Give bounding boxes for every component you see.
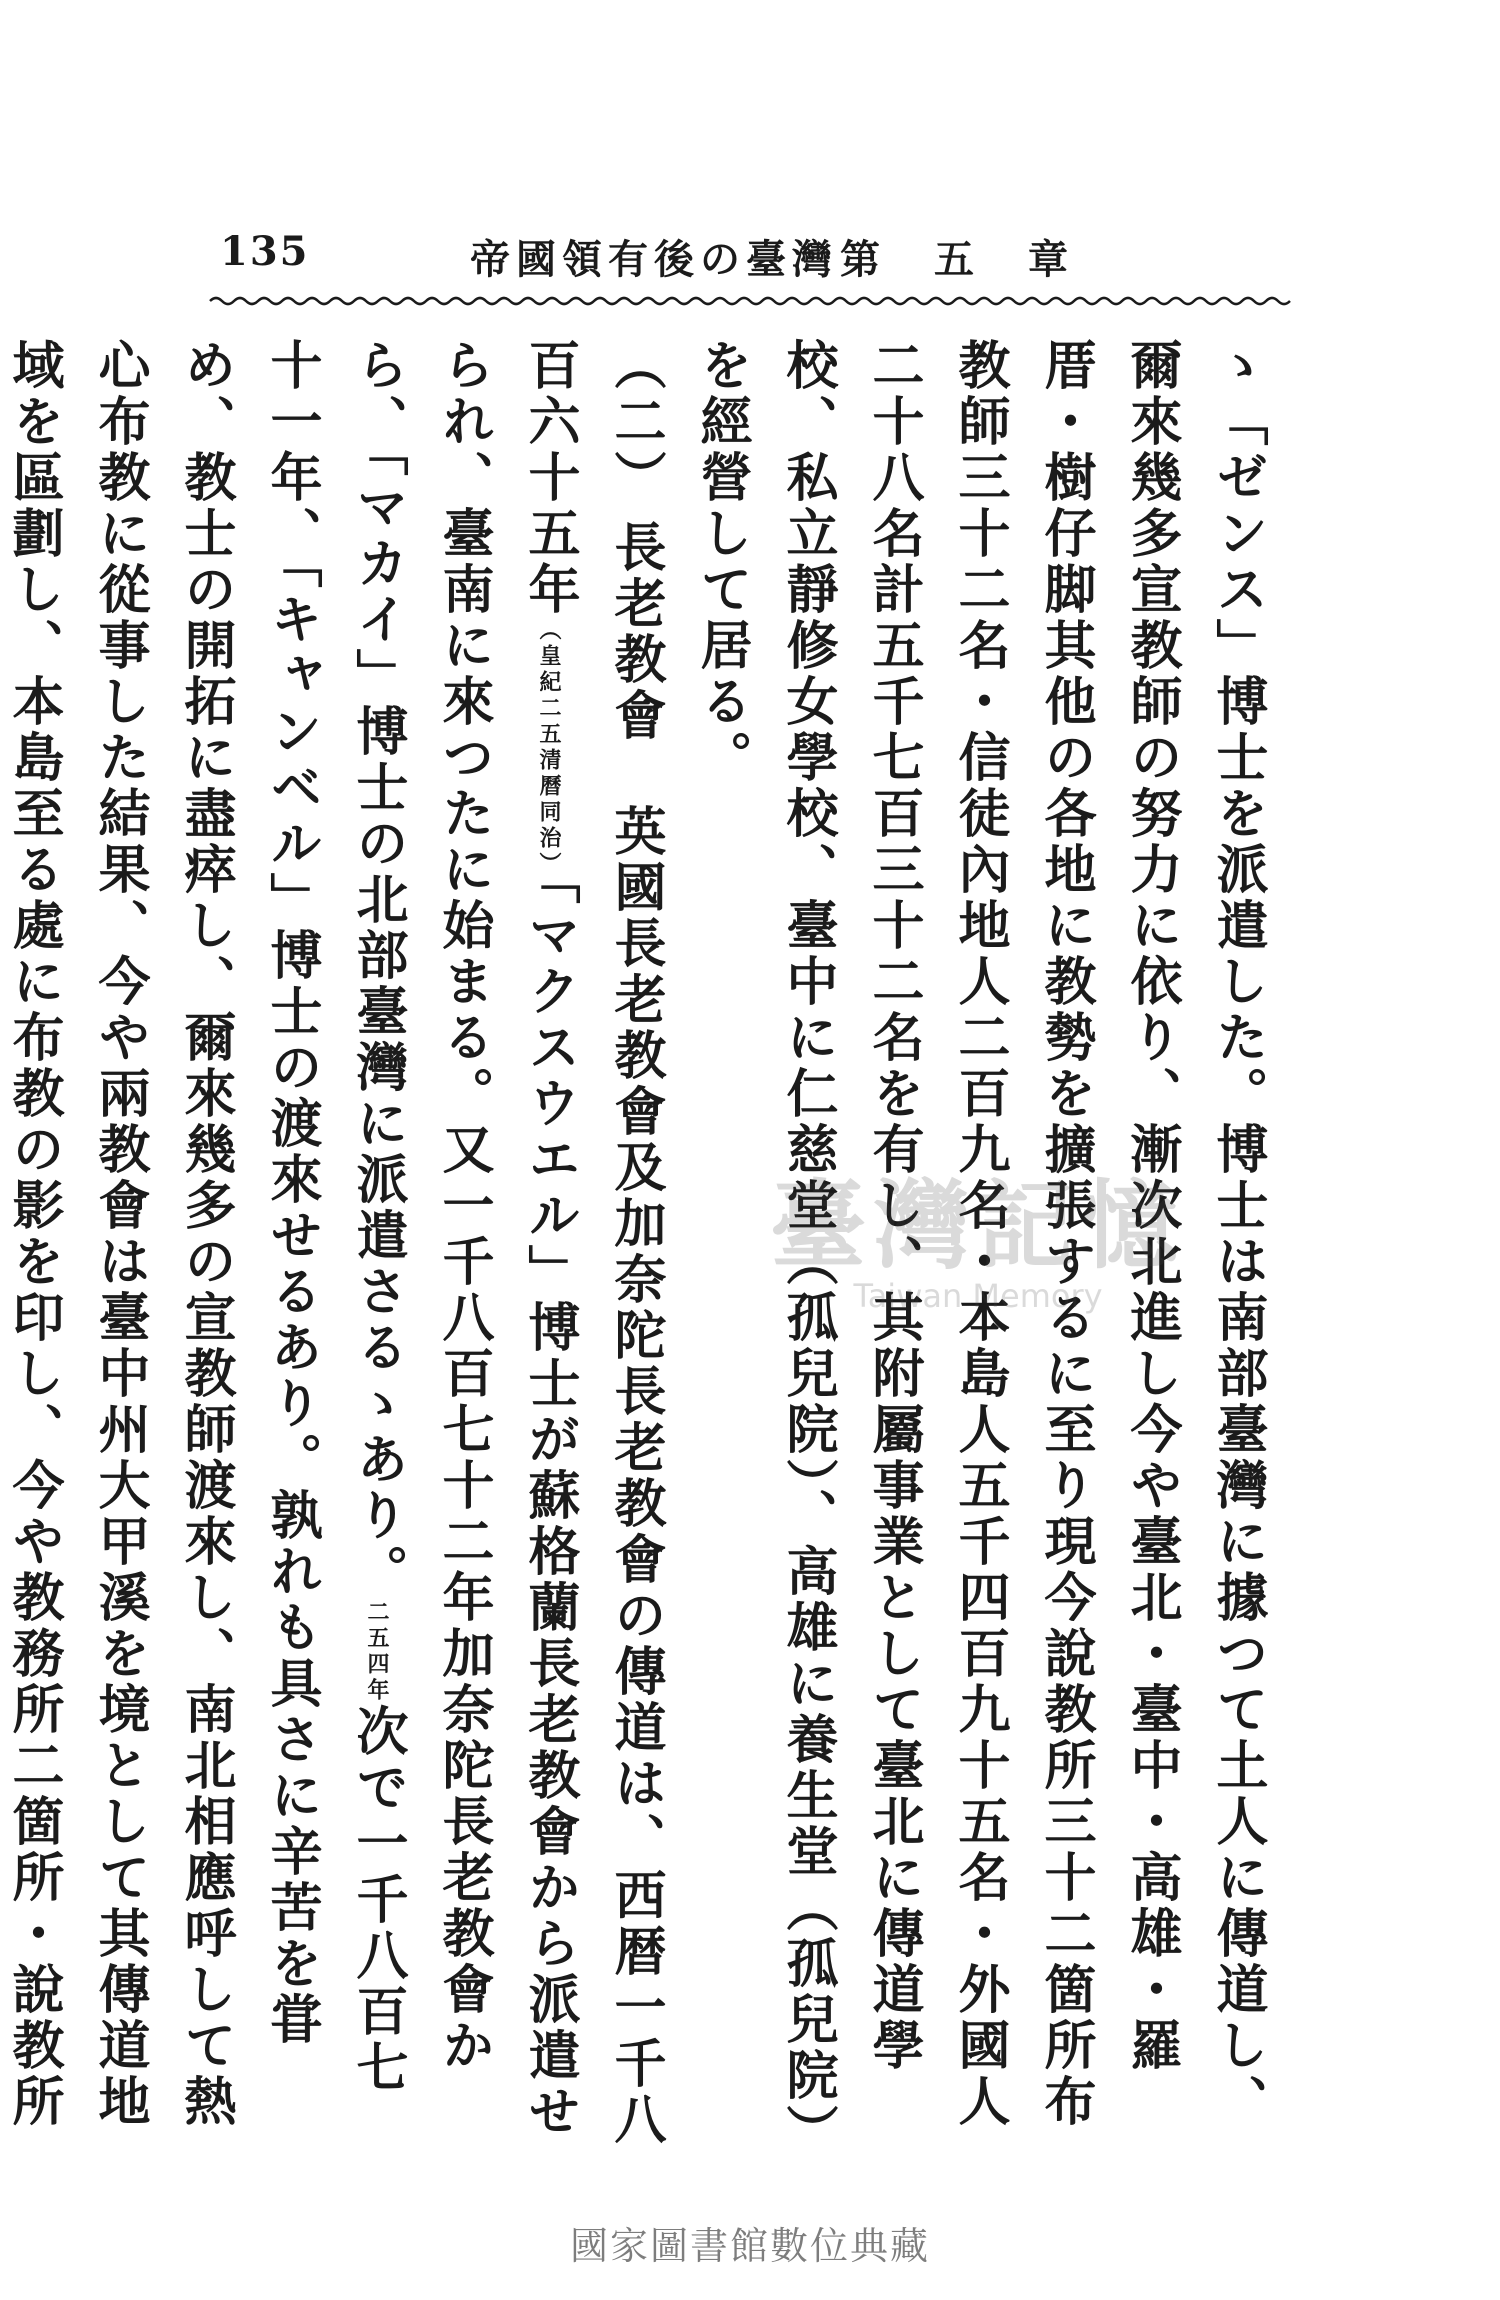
paragraph-1: ゝ「ゼンス」博士を派遣した。博士は南部臺灣に據つて土人に傳道し、爾來幾多宣教師の努力に依り、漸次北進し今や臺北・臺中・高雄・羅厝・樹仔脚其他の各地に教勢を擴張するに至り現今說教所三十二箇所布教師三十二名・信徒內地人二百九名・本島人五千四百九十五名・外國人二十八名計五千七百三十二名を有し、其附屬事業として臺北に傳道學校、私立靜修女學校、臺中に仁慈堂（孤兒院）、高雄に養生堂（孤兒院）を經營して居る。 <box>691 338 1268 2134</box>
page-number: 135 <box>220 228 310 275</box>
chapter-title: 帝國領有後の臺灣 <box>470 236 838 283</box>
section-title: 長老教會 <box>605 520 666 744</box>
watermark <box>770 1150 1186 1315</box>
watermark-subtitle: Taiwan Memory <box>853 1277 1103 1315</box>
paragraph-2a: 英國長老教會及加奈陀長老教會の傳道は、西暦一千八百六十五年 <box>519 338 666 2148</box>
section-number: （二） <box>605 338 666 506</box>
footer-credit: 國家圖書館數位典藏 <box>569 2224 930 2268</box>
paragraph-2c: 次で一千八百七十一年、「キャンベル」博士の渡來せるあり。孰れも具さに辛苦を甞め、教士の開拓に盡瘁し、爾來幾多の宣教師渡來し、南北相應呼して熱心布教に從事した結果、今や兩教會は臺中州大甲溪を境として其傳道地域を區劃し、本島至る處に布教の影を印し、今や教務所二箇所・說教所 <box>3 338 408 2130</box>
annotation-note-2: 二五四年 <box>364 1600 390 1704</box>
section-heading <box>0 338 678 2148</box>
chapter-label: 第五章 <box>840 236 1122 283</box>
annotation-note-1: （皇紀二五清曆同治） <box>536 618 562 878</box>
paragraph-2b: 「マクスウエル」博士が蘇格蘭長老教會から派遣せられ、臺南に來つたに始まる。又一千八百七十二年加奈陀長老教會から、「マカイ」博士の北部臺灣に派遣さるゝあり。 <box>347 338 580 2140</box>
header-divider <box>210 294 1290 308</box>
watermark-logo: 臺灣記憶 <box>770 1169 1186 1282</box>
